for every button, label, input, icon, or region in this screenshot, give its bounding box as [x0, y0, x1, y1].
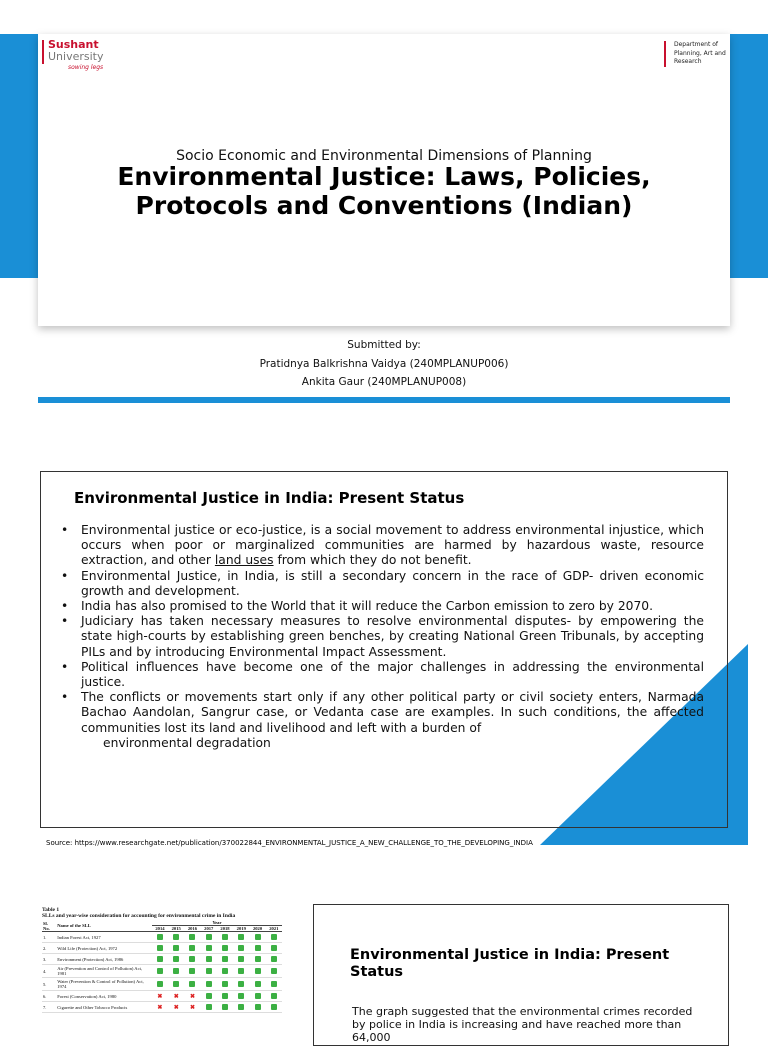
department-line-3: Research: [674, 58, 702, 65]
check-icon: [271, 934, 277, 940]
table-row: [42, 943, 282, 954]
department-line-1: Department of: [674, 41, 718, 48]
year-cell: [249, 965, 265, 978]
cross-icon: ✖: [173, 1004, 179, 1011]
year-cell: [249, 943, 265, 954]
check-icon: [206, 981, 212, 987]
year-cell: [217, 932, 233, 943]
year-cell: [152, 978, 168, 991]
year-cell: [217, 978, 233, 991]
year-cell: [266, 932, 282, 943]
year-cell: [152, 954, 168, 965]
year-cell: [266, 954, 282, 965]
col-header-name: Name of the SLL: [56, 920, 152, 932]
year-cell: [249, 1002, 265, 1013]
bullet-item-3: [61, 599, 704, 614]
table-row: [42, 965, 282, 978]
year-cell: [201, 943, 217, 954]
bullet-marker: •: [61, 690, 69, 705]
year-cell: [201, 1002, 217, 1013]
cross-icon: ✖: [157, 993, 163, 1000]
row-law-name: Air (Prevention and Control of Pollution) Act, 1981: [56, 965, 152, 978]
check-icon: [173, 934, 179, 940]
check-icon: [238, 945, 244, 951]
check-icon: [157, 968, 163, 974]
department-line-2: Planning, Art and: [674, 49, 726, 57]
row-number: 6.: [42, 991, 56, 1002]
year-cell: [266, 965, 282, 978]
year-cell: [168, 943, 184, 954]
row-number: 5.: [42, 978, 56, 991]
bullet-1-text-end: from which they do not benefit.: [273, 553, 472, 568]
bullet-marker: •: [61, 659, 69, 674]
crime-slide-frame: [313, 904, 729, 1046]
year-cell: [217, 965, 233, 978]
check-icon: [255, 945, 261, 951]
col-header-year: Year: [152, 920, 282, 926]
source-citation: Source: https://www.researchgate.net/publication/370022844_ENVIRONMENTAL_JUSTICE_A_NEW_CHALLENGE_TO_THE_DEVELOPING_INDIA: [46, 839, 533, 847]
table-row: [42, 954, 282, 965]
year-cell: [201, 932, 217, 943]
check-icon: [255, 981, 261, 987]
check-icon: [206, 945, 212, 951]
year-cell: [233, 932, 249, 943]
year-cell: [168, 991, 184, 1002]
row-law-name: Indian Forest Act, 1927: [56, 932, 152, 943]
row-law-name: Environment (Protection) Act, 1986: [56, 954, 152, 965]
year-cell: [184, 943, 200, 954]
row-law-name: Water (Prevention & Control of Pollution) Act, 1974: [56, 978, 152, 991]
bullet-item-4: [61, 614, 704, 660]
presentation-title-line-2: Protocols and Conventions (Indian): [135, 191, 633, 220]
check-icon: [255, 1004, 261, 1010]
year-cell: [233, 965, 249, 978]
row-law-name: Wild Life (Protection) Act, 1972: [56, 943, 152, 954]
status-bullet-list: [61, 523, 704, 751]
table-row: [42, 932, 282, 943]
check-icon: [238, 1004, 244, 1010]
check-icon: [206, 934, 212, 940]
check-icon: [222, 934, 228, 940]
university-logo: [42, 40, 122, 74]
year-cell: [152, 943, 168, 954]
year-cell: [217, 954, 233, 965]
crime-slide-text: The graph suggested that the environmental crimes recorded by police in India is increasing and have reached more than 64,000: [352, 1005, 693, 1044]
year-cell: [249, 991, 265, 1002]
year-cell: [201, 954, 217, 965]
logo-subname: University: [48, 50, 104, 63]
check-icon: [255, 956, 261, 962]
year-cell: [249, 932, 265, 943]
bullet-item-5: [61, 660, 704, 690]
year-cell: [184, 954, 200, 965]
check-icon: [222, 956, 228, 962]
check-icon: [189, 968, 195, 974]
author-2: Ankita Gaur (240MPLANUP008): [301, 376, 467, 388]
cross-icon: ✖: [189, 993, 195, 1000]
row-law-name: Cigarette and Other Tobacco Products: [56, 1002, 152, 1013]
year-cell: [233, 1002, 249, 1013]
check-icon: [271, 981, 277, 987]
year-header: 2014: [152, 926, 168, 932]
row-number: 2.: [42, 943, 56, 954]
check-icon: [238, 993, 244, 999]
check-icon: [157, 945, 163, 951]
year-cell: [266, 943, 282, 954]
year-cell: [184, 991, 200, 1002]
check-icon: [206, 968, 212, 974]
check-icon: [222, 945, 228, 951]
bullet-5-text: Political influences have become one of the major challenges in addressing the environmental justice.: [81, 659, 704, 690]
table-caption-number: Table 1: [42, 907, 60, 913]
sll-table: [42, 920, 282, 1013]
check-icon: [189, 956, 195, 962]
bullet-marker: •: [61, 614, 69, 629]
bullet-6-continuation: environmental degradation: [103, 735, 271, 750]
check-icon: [238, 934, 244, 940]
logo-name: Sushant: [48, 38, 99, 51]
check-icon: [206, 993, 212, 999]
check-icon: [189, 934, 195, 940]
check-icon: [238, 981, 244, 987]
row-number: 1.: [42, 932, 56, 943]
year-cell: [249, 978, 265, 991]
bullet-6-text: The conflicts or movements start only if any other political party or civil society enters, Narmada Bachao Aandolan, Sangrur case, or Vedanta case are examples. In such conditions, the affected communities lost its land and livelihood and left with a burden of: [81, 690, 704, 735]
cross-icon: ✖: [157, 1004, 163, 1011]
year-cell: [217, 991, 233, 1002]
check-icon: [157, 981, 163, 987]
year-cell: [217, 943, 233, 954]
check-icon: [157, 956, 163, 962]
year-cell: [184, 932, 200, 943]
submitted-by-label: Submitted by:: [347, 339, 421, 351]
row-law-name: Forest (Conservation) Act, 1980: [56, 991, 152, 1002]
check-icon: [222, 968, 228, 974]
year-cell: [233, 954, 249, 965]
col-header-no: Sl. No.: [42, 920, 56, 932]
year-cell: [152, 965, 168, 978]
year-cell: [152, 1002, 168, 1013]
check-icon: [238, 956, 244, 962]
bullet-4-text: Judiciary has taken necessary measures to resolve environmental disputes- by empowering the state high-courts by establishing green benches, by creating National Green Tribunals, by accepting PILs and by introducing Environmental Impact Assessment.: [81, 614, 704, 659]
check-icon: [255, 934, 261, 940]
check-icon: [271, 945, 277, 951]
year-cell: [168, 1002, 184, 1013]
year-cell: [266, 978, 282, 991]
year-header: 2019: [233, 926, 249, 932]
bullet-2-text: Environmental Justice, in India, is still a secondary concern in the race of GDP- driven economic growth and development.: [81, 568, 704, 598]
check-icon: [206, 1004, 212, 1010]
year-cell: [168, 954, 184, 965]
department-text: [674, 41, 726, 67]
presentation-title: [38, 162, 730, 220]
crime-slide-title: Environmental Justice in India: Present Status: [350, 947, 670, 980]
status-slide-frame: [40, 471, 728, 828]
check-icon: [271, 1004, 277, 1010]
logo-tagline: sowing legs: [68, 64, 104, 71]
row-number: 4.: [42, 965, 56, 978]
year-cell: [168, 965, 184, 978]
year-cell: [201, 978, 217, 991]
bullet-3-text: India has also promised to the World that it will reduce the Carbon emission to zero by 2070.: [81, 599, 654, 614]
check-icon: [173, 981, 179, 987]
bullet-item-6: [61, 690, 704, 736]
check-icon: [206, 956, 212, 962]
logo-accent-bar: [42, 40, 44, 64]
year-cell: [184, 978, 200, 991]
title-slide-card: [38, 34, 730, 326]
cross-icon: ✖: [189, 1004, 195, 1011]
presentation-title-line-1: Environmental Justice: Laws, Policies,: [117, 162, 651, 191]
year-header: 2017: [201, 926, 217, 932]
table-body: [42, 932, 282, 1013]
year-cell: [233, 978, 249, 991]
cross-icon: ✖: [173, 993, 179, 1000]
bullet-marker: •: [61, 568, 69, 583]
land-uses-link[interactable]: land uses: [214, 553, 274, 568]
table-row: [42, 991, 282, 1002]
check-icon: [173, 945, 179, 951]
row-number: 7.: [42, 1002, 56, 1013]
check-icon: [255, 968, 261, 974]
year-header: 2021: [266, 926, 282, 932]
author-1: Pratidnya Balkrishna Vaidya (240MPLANUP006): [259, 358, 509, 370]
year-cell: [184, 1002, 200, 1013]
year-cell: [201, 965, 217, 978]
check-icon: [238, 968, 244, 974]
year-header: 2016: [184, 926, 200, 932]
year-cell: [233, 943, 249, 954]
check-icon: [271, 956, 277, 962]
bullet-1-text-start: Environmental justice or eco-justice, is a social movement to address environmental injustice, which occurs when poor or marginalized communities are harmed by hazardous waste, resource extraction, and other: [81, 523, 704, 568]
check-icon: [271, 968, 277, 974]
check-icon: [173, 956, 179, 962]
table-row: [42, 978, 282, 991]
year-cell: [249, 954, 265, 965]
check-icon: [222, 1004, 228, 1010]
bullet-item-2: [61, 569, 704, 599]
check-icon: [157, 934, 163, 940]
year-cell: [152, 991, 168, 1002]
check-icon: [173, 968, 179, 974]
year-cell: [266, 1002, 282, 1013]
table-row: [42, 1002, 282, 1013]
year-cell: [201, 991, 217, 1002]
year-cell: [152, 932, 168, 943]
bullet-marker: •: [61, 523, 69, 537]
sll-table-image: [42, 907, 284, 1024]
row-number: 3.: [42, 954, 56, 965]
table-caption-text: SLLs and year-wise consideration for accounting for environmental crime in India: [42, 913, 236, 919]
year-cell: [184, 965, 200, 978]
bullet-item-1: [61, 523, 704, 569]
check-icon: [271, 993, 277, 999]
check-icon: [222, 981, 228, 987]
year-cell: [266, 991, 282, 1002]
year-cell: [217, 1002, 233, 1013]
check-icon: [255, 993, 261, 999]
course-subject: Socio Economic and Environmental Dimensions of Planning: [176, 148, 592, 164]
bullet-marker: •: [61, 599, 69, 614]
status-slide-title: Environmental Justice in India: Present Status: [74, 489, 465, 507]
year-cell: [168, 978, 184, 991]
title-slide-divider: [38, 397, 730, 403]
year-header: 2020: [249, 926, 265, 932]
year-header: 2018: [217, 926, 233, 932]
check-icon: [222, 993, 228, 999]
department-accent-bar: [664, 41, 666, 67]
check-icon: [189, 945, 195, 951]
year-header: 2015: [168, 926, 184, 932]
year-cell: [233, 991, 249, 1002]
year-cell: [168, 932, 184, 943]
check-icon: [189, 981, 195, 987]
